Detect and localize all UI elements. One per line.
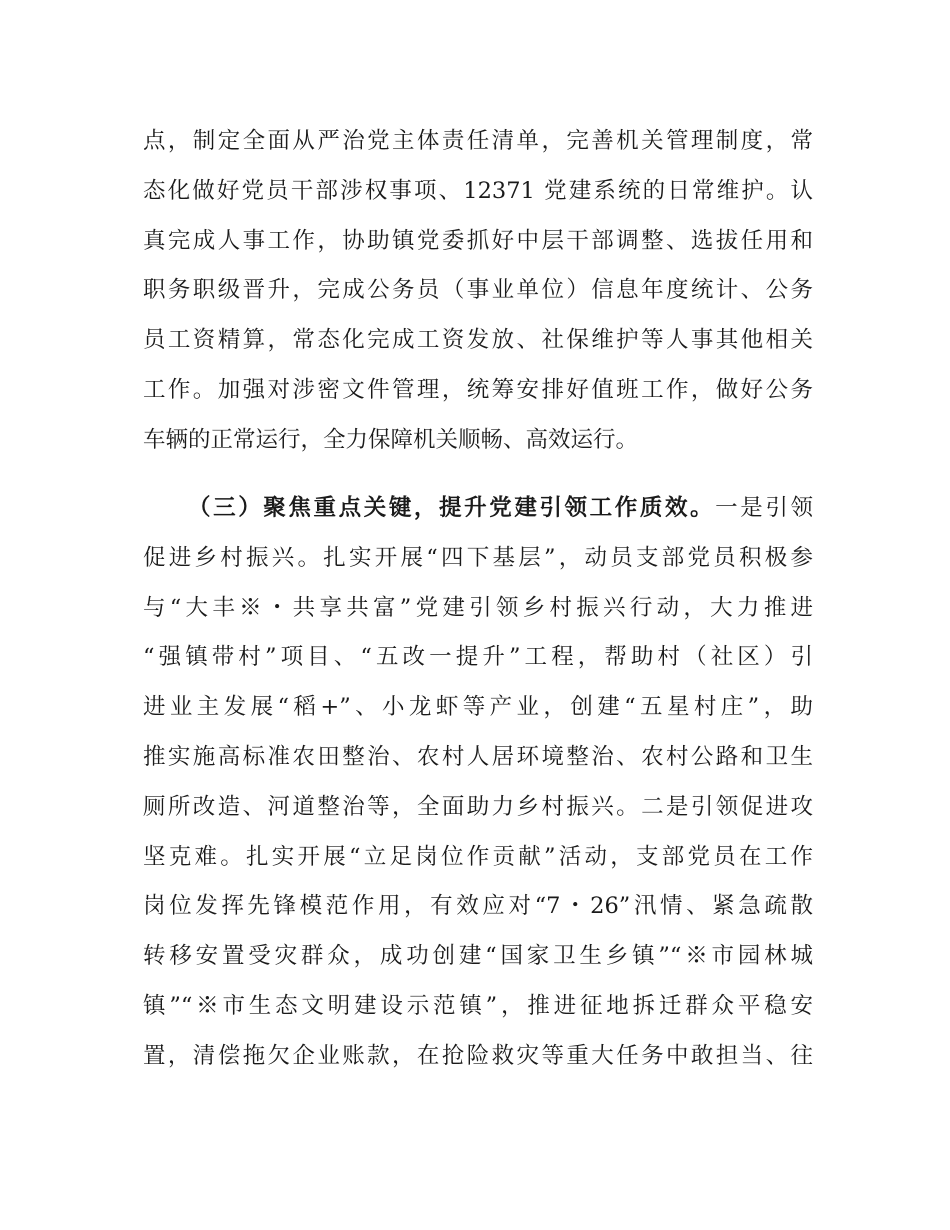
text-line: 车辆的正常运行，全力保障机关顺畅、高效运行。: [143, 426, 639, 453]
text-line: 真完成人事工作，协助镇党委抓好中层干部调整、选拔任用和: [143, 227, 813, 254]
text-line: 职务职级晋升，完成公务员（事业单位）信息年度统计、公务: [143, 277, 813, 304]
text-line: 推实施高标准农田整治、农村人居环境整治、农村公路和卫生: [143, 743, 813, 770]
section-heading-line: [143, 484, 813, 534]
text-line: 员工资精算，常态化完成工资发放、社保维护等人事其他相关: [143, 327, 813, 354]
text-run: 一是引领: [715, 495, 813, 521]
text-line: 促进乡村振兴。扎实开展“四下基层”，动员支部党员积极参: [143, 544, 813, 571]
text-line: 工作。加强对涉密文件管理，统筹安排好值班工作，做好公务: [143, 376, 813, 403]
text-line: 坚克难。扎实开展“立足岗位作贡献”活动，支部党员在工作: [143, 843, 813, 870]
text-line: “强镇带村”项目、“五改一提升”工程，帮助村（社区）引: [143, 644, 813, 671]
text-line: 岗位发挥先锋模范作用，有效应对“7・26”汛情、紧急疏散: [143, 893, 813, 920]
text-line: 进业主发展“稻+”、小龙虾等产业，创建“五星村庄”，助: [143, 694, 813, 721]
text-line: 厕所改造、河道整治等，全面助力乡村振兴。二是引领促进攻: [143, 793, 813, 820]
text-line: 置，清偿拖欠企业账款，在抢险救灾等重大任务中敢担当、往: [143, 1042, 813, 1069]
paragraph-personnel-work: [143, 117, 813, 466]
text-line: 镇”“※市生态文明建设示范镇”，推进征地拆迁群众平稳安: [143, 992, 813, 1019]
section-heading: （三）聚焦重点关键，提升党建引领工作质效。: [188, 495, 716, 521]
text-line: 点，制定全面从严治党主体责任清单，完善机关管理制度，常: [143, 128, 813, 154]
text-line: 态化做好党员干部涉权事项、12371 党建系统的日常维护。认: [143, 177, 813, 204]
text-line: 与“大丰※・共享共富”党建引领乡村振兴行动，大力推进: [143, 594, 813, 621]
paragraph-party-building-focus: [143, 484, 813, 1082]
text-line: 转移安置受灾群众，成功创建“国家卫生乡镇”“※市园林城: [143, 943, 813, 970]
